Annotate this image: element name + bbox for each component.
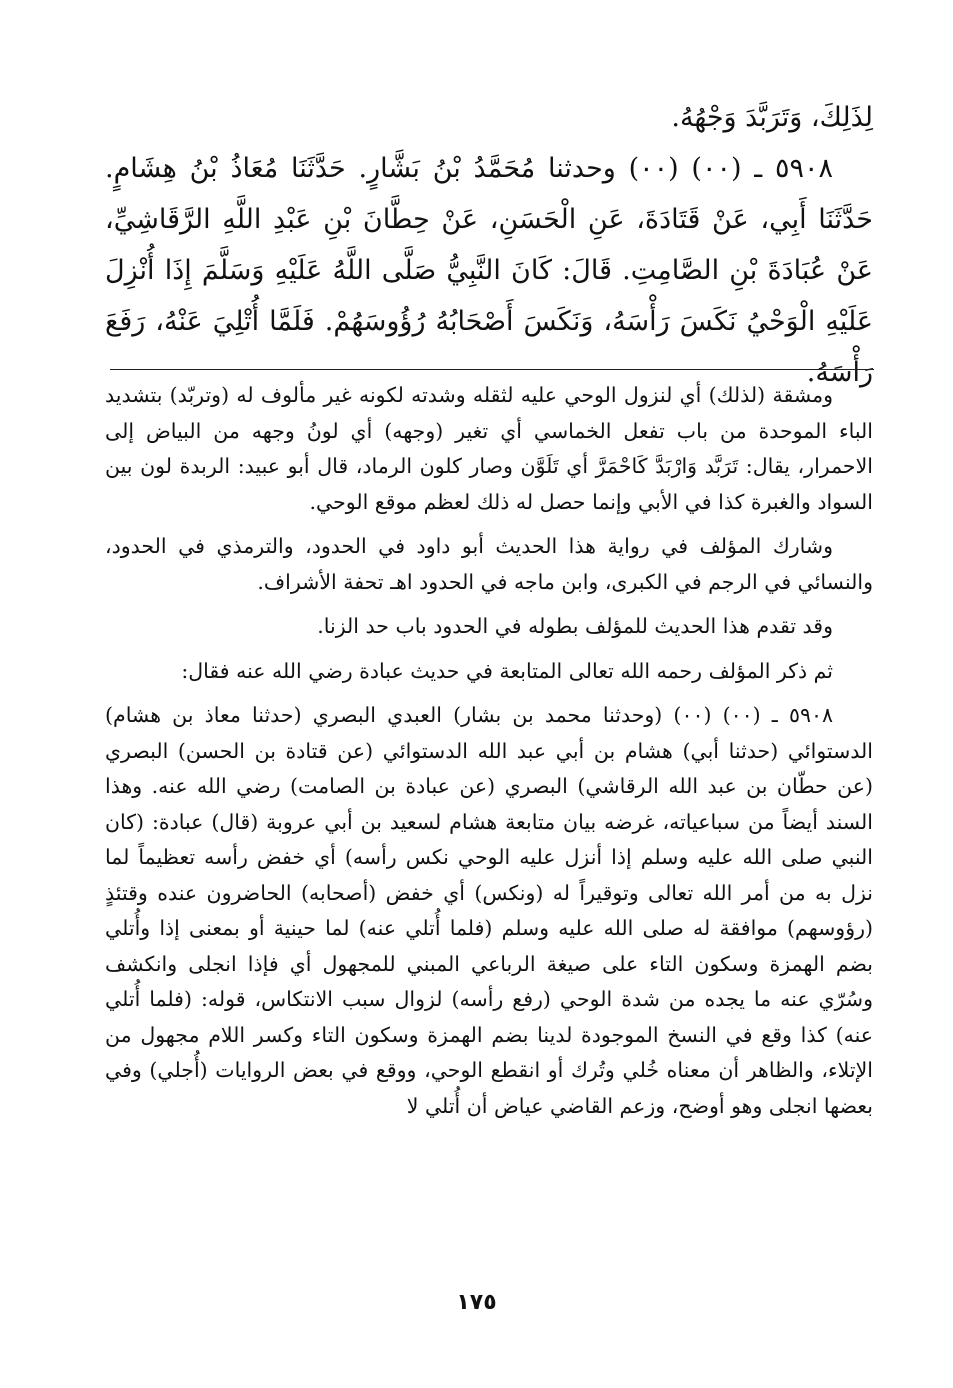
commentary-paragraph-3: وقد تقدم هذا الحديث للمؤلف بطوله في الحدود باب حد الزنا. xyxy=(317,614,833,638)
footnote-separator xyxy=(110,369,874,370)
page-number: ١٧٥ xyxy=(456,1290,497,1315)
continuation-line: لِذَلِكَ، وَتَرَبَّدَ وَجْهُهُ. xyxy=(671,102,873,133)
commentary-paragraph-5: ٥٩٠٨ ـ (٠٠) (٠٠) (وحدثنا محمد بن بشار) العبدي البصري (حدثنا معاذ بن هشام) الدستوائي (حدثنا أبي) هشام بن أبي عبد الله الدستوائي (عن قتادة بن الحسن) البصري (عن حطّان بن عبد الله الرقاشي) البصري (عن عبادة بن الصامت) رضي الله عنه. وهذا السند أيضاً من سباعياته، غرضه بيان متابعة هشام لسعيد بن أبي عروبة (قال) عبادة: (كان النبي صلى الله عليه وسلم إذا أنزل عليه الوحي نكس رأسه) أي خفض رأسه تعظيماً لما نزل به من أمر الله تعالى وتوقيراً له (ونكس) أي خفض (أصحابه) الحاضرون عنده وقتئذٍ (رؤوسهم) موافقة له صلى الله عليه وسلم (فلما أُتلي عنه) لما حينية أو بمعنى إذا وأُتلي بضم الهمزة وسكون التاء على صيغة الرباعي المبني للمجهول أي فإذا انجلى وانكشف وسُرّي عنه ما يجده من شدة الوحي (رفع رأسه) لزوال سبب الانتكاس، قوله: (فلما أُتلي عنه) كذا وقع في النسخ الموجودة لدينا بضم الهمزة وسكون التاء وكسر اللام مجهول من الإتلاء، والظاهر أن معناه خُلي وتُرك أو انقطع الوحي، ووقع في بعض الروايات (أُجلي) وفي بعضها انجلى وهو أوضح، وزعم القاضي عياض أن أُتلي لا xyxy=(105,703,873,1118)
hadith-5908: ٥٩٠٨ ـ (٠٠) (٠٠) وحدثنا مُحَمَّدُ بْنُ بَشَّارٍ. حَدَّثَنَا مُعَاذُ بْنُ هِشَامٍ. حَدَّثَنَا أَبِي، عَنْ قَتَادَةَ، عَنِ الْحَسَنِ، عَنْ حِطَّانَ بْنِ عَبْدِ اللَّهِ الرَّقَاشِيِّ، عَنْ عُبَادَةَ بْنِ الصَّامِتِ. قَالَ: كَانَ النَّبِيُّ صَلَّى اللَّهُ عَلَيْهِ وَسَلَّمَ إِذَا أُنْزِلَ عَلَيْهِ الْوَحْيُ نَكَسَ رَأْسَهُ، وَنَكَسَ أَصْحَابُهُ رُؤُوسَهُمْ. فَلَمَّا أُتْلِيَ عَنْهُ، رَفَعَ رَأْسَهُ. xyxy=(105,153,873,388)
commentary-paragraph-1: ومشقة (لذلك) أي لنزول الوحي عليه لثقله وشدته لكونه غير مألوف له (وتربّد) بتشديد الباء الموحدة من باب تفعل الخماسي أي تغير (وجهه) أي لونُ وجهه من البياض إلى الاحمرار، يقال: تَرَبَّد وَارْبَدَّ كَاحْمَرَّ أي تَلَوَّن وصار كلون الرماد، قال أبو عبيد: الربدة لون بين السواد والغبرة كذا في الأبي وإنما حصل له ذلك لعظم موقع الوحي. xyxy=(105,383,873,514)
main-hadith-text xyxy=(105,92,873,398)
commentary-paragraph-2: وشارك المؤلف في رواية هذا الحديث أبو داود في الحدود، والترمذي في الحدود، والنسائي في الرجم في الكبرى، وابن ماجه في الحدود اهـ تحفة الأشراف. xyxy=(105,534,873,594)
commentary-text xyxy=(105,378,873,1126)
commentary-paragraph-4: ثم ذكر المؤلف رحمه الله تعالى المتابعة في حديث عبادة رضي الله عنه فقال: xyxy=(181,658,833,683)
